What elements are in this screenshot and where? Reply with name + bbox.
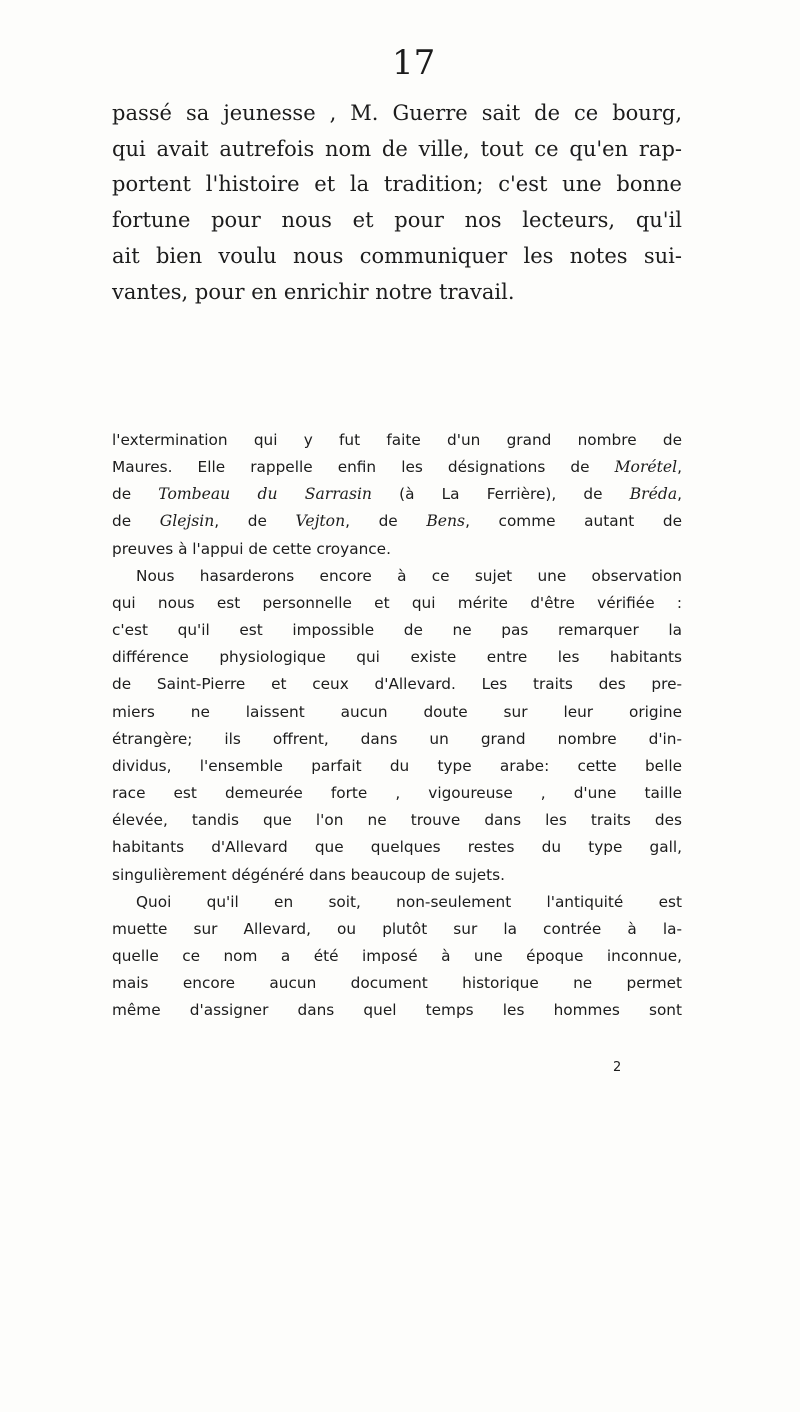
note-text: Maures. Elle rappelle enfin les désignations de	[112, 458, 615, 477]
note-line: l'extermination qui y fut faite d'un grand nombre de	[112, 431, 682, 449]
main-text-line: qui avait autrefois nom de ville, tout ce qu'en rap-	[112, 136, 682, 161]
note-line	[112, 508, 682, 535]
note-line: différence physiologique qui existe entre les habitants	[112, 648, 682, 667]
note-text: , comme autant de	[465, 512, 683, 531]
note-paragraph	[112, 563, 682, 889]
note-line	[112, 481, 682, 508]
note-line: qui nous est personnelle et qui mérite d'être vérifiée :	[112, 593, 682, 612]
note-line: étrangère; ils offrent, dans un grand nombre d'in-	[112, 729, 682, 748]
note-line: quelle ce nom a été imposé à une époque inconnue,	[112, 946, 682, 965]
note-text: de	[112, 512, 160, 531]
note-text: (à La Ferrière), de	[371, 485, 630, 504]
note-line: élevée, tandis que l'on ne trouve dans les traits des	[112, 811, 682, 830]
main-text	[112, 96, 682, 310]
place-name: Bréda	[629, 485, 678, 504]
main-text-line: portent l'histoire et la tradition; c'est une bonne	[112, 172, 682, 197]
place-name: Vejton	[295, 512, 346, 531]
main-text-line: passé sa jeunesse , M. Guerre sait de ce bourg,	[112, 101, 682, 125]
note-text: , de	[345, 512, 427, 531]
note-line: preuves à l'appui de cette croyance.	[112, 539, 391, 558]
note-line: même d'assigner dans quel temps les hommes sont	[112, 1001, 682, 1020]
note-line: mais encore aucun document historique ne permet	[112, 974, 682, 993]
note-line: Nous hasarderons encore à ce sujet une observation	[136, 566, 682, 585]
place-name: Glejsin	[159, 512, 215, 531]
page-number: 17	[392, 43, 436, 83]
note-line: race est demeurée forte , vigoureuse , d'une taille	[112, 784, 682, 803]
note-line: de Saint-Pierre et ceux d'Allevard. Les traits des pre-	[112, 675, 682, 694]
note-line: dividus, l'ensemble parfait du type arabe: cette belle	[112, 756, 682, 775]
note-line: miers ne laissent aucun doute sur leur origine	[112, 702, 682, 721]
note-block	[112, 427, 682, 1024]
note-line: c'est qu'il est impossible de ne pas remarquer la	[112, 621, 682, 640]
note-text: de	[112, 485, 159, 504]
note-paragraph	[112, 889, 682, 1025]
place-name: Morétel	[614, 458, 678, 477]
signature-mark: 2	[613, 1060, 622, 1075]
note-text: ,	[677, 485, 683, 504]
place-name: Tombeau du Sarrasin	[158, 485, 372, 504]
main-text-line: vantes, pour en enrichir notre travail.	[112, 279, 515, 304]
note-line: singulièrement dégénéré dans beaucoup de sujets.	[112, 865, 506, 884]
note-text: , de	[214, 512, 296, 531]
place-name: Bens	[426, 512, 466, 531]
note-line: habitants d'Allevard que quelques restes du type gall,	[112, 838, 682, 857]
note-line: Quoi qu'il en soit, non-seulement l'antiquité est	[136, 892, 682, 911]
main-text-line: ait bien voulu nous communiquer les notes sui-	[112, 243, 682, 268]
note-line: muette sur Allevard, ou plutôt sur la contrée à la-	[112, 919, 682, 938]
note-line	[112, 454, 682, 481]
main-text-line: fortune pour nous et pour nos lecteurs, qu'il	[112, 208, 682, 233]
note-text: ,	[677, 458, 682, 477]
note-paragraph	[112, 427, 682, 563]
